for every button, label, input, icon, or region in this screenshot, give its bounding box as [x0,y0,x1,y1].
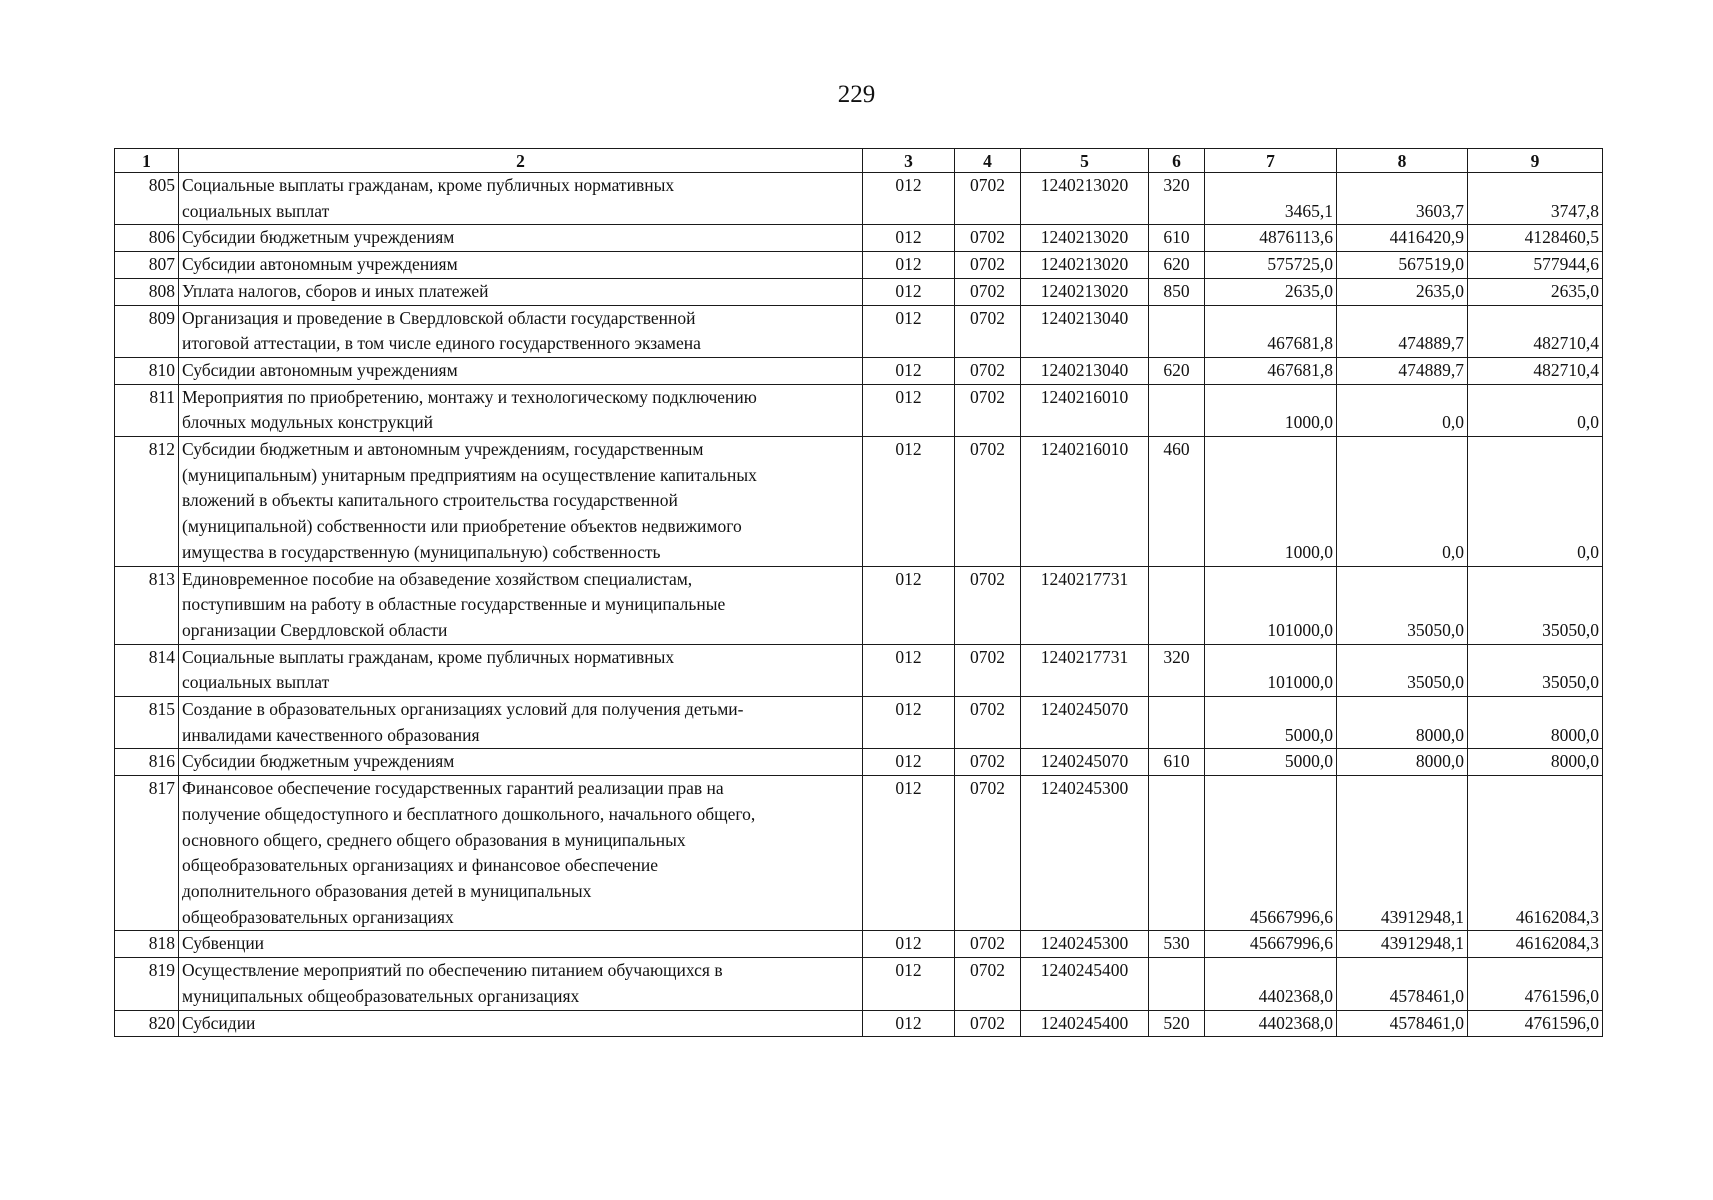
table-row [115,278,1603,305]
amount-year-2-cell: 8000,0 [1337,749,1468,776]
amount-year-2-cell: 567519,0 [1337,252,1468,279]
ministry-code-cell: 012 [863,644,955,696]
row-number-cell: 819 [115,958,179,1010]
table-row [115,566,1603,644]
table-row [115,437,1603,567]
target-item-code-cell: 1240213020 [1021,278,1149,305]
table-row [115,776,1603,931]
amount-year-1-cell: 45667996,6 [1205,931,1337,958]
section-code-cell: 0702 [955,566,1021,644]
section-code-cell: 0702 [955,173,1021,225]
row-number-cell: 813 [115,566,179,644]
amount-year-3-cell: 46162084,3 [1468,776,1603,931]
section-code-cell: 0702 [955,278,1021,305]
section-code-cell: 0702 [955,776,1021,931]
description-cell: Осуществление мероприятий по обеспечению питанием обучающихся в муниципальных общеобразовательных организациях [179,958,863,1010]
ministry-code-cell: 012 [863,384,955,436]
expense-type-code-cell: 620 [1149,252,1205,279]
expense-type-code-cell: 530 [1149,931,1205,958]
amount-year-2-cell: 3603,7 [1337,173,1468,225]
description-cell: Субвенции [179,931,863,958]
table-row [115,1010,1603,1037]
row-number-cell: 808 [115,278,179,305]
row-number-cell: 820 [115,1010,179,1037]
expense-type-code-cell [1149,305,1205,357]
row-number-cell: 812 [115,437,179,567]
expense-type-code-cell: 850 [1149,278,1205,305]
amount-year-2-cell: 2635,0 [1337,278,1468,305]
amount-year-1-cell: 1000,0 [1205,384,1337,436]
expense-type-code-cell: 320 [1149,173,1205,225]
expense-type-code-cell [1149,958,1205,1010]
row-number-cell: 815 [115,697,179,749]
amount-year-3-cell: 482710,4 [1468,305,1603,357]
description-cell: Социальные выплаты гражданам, кроме публичных нормативных социальных выплат [179,644,863,696]
ministry-code-cell: 012 [863,225,955,252]
expense-type-code-cell: 610 [1149,749,1205,776]
target-item-code-cell: 1240245400 [1021,1010,1149,1037]
header-cell-3: 3 [863,149,955,173]
expense-type-code-cell: 610 [1149,225,1205,252]
ministry-code-cell: 012 [863,278,955,305]
target-item-code-cell: 1240245400 [1021,958,1149,1010]
description-cell: Субсидии [179,1010,863,1037]
amount-year-3-cell: 4761596,0 [1468,958,1603,1010]
expense-type-code-cell [1149,566,1205,644]
ministry-code-cell: 012 [863,1010,955,1037]
target-item-code-cell: 1240216010 [1021,384,1149,436]
row-number-cell: 807 [115,252,179,279]
expense-type-code-cell: 620 [1149,357,1205,384]
amount-year-1-cell: 5000,0 [1205,749,1337,776]
section-code-cell: 0702 [955,357,1021,384]
amount-year-3-cell: 8000,0 [1468,697,1603,749]
table-row [115,931,1603,958]
target-item-code-cell: 1240245070 [1021,697,1149,749]
table-row [115,357,1603,384]
expense-type-code-cell: 320 [1149,644,1205,696]
expense-type-code-cell: 520 [1149,1010,1205,1037]
row-number-cell: 814 [115,644,179,696]
amount-year-1-cell: 467681,8 [1205,305,1337,357]
target-item-code-cell: 1240245070 [1021,749,1149,776]
ministry-code-cell: 012 [863,173,955,225]
budget-table [114,148,1603,1037]
ministry-code-cell: 012 [863,697,955,749]
amount-year-3-cell: 46162084,3 [1468,931,1603,958]
table-row [115,225,1603,252]
row-number-cell: 806 [115,225,179,252]
target-item-code-cell: 1240245300 [1021,776,1149,931]
header-cell-4: 4 [955,149,1021,173]
section-code-cell: 0702 [955,1010,1021,1037]
amount-year-3-cell: 2635,0 [1468,278,1603,305]
target-item-code-cell: 1240217731 [1021,566,1149,644]
amount-year-3-cell: 35050,0 [1468,566,1603,644]
section-code-cell: 0702 [955,931,1021,958]
description-cell: Единовременное пособие на обзаведение хозяйством специалистам, поступившим на работу в областные государственные и муниципальные организации Свердловской области [179,566,863,644]
table-row [115,749,1603,776]
amount-year-2-cell: 474889,7 [1337,357,1468,384]
target-item-code-cell: 1240213020 [1021,225,1149,252]
amount-year-1-cell: 2635,0 [1205,278,1337,305]
amount-year-2-cell: 4578461,0 [1337,958,1468,1010]
section-code-cell: 0702 [955,305,1021,357]
amount-year-2-cell: 4416420,9 [1337,225,1468,252]
table-row [115,958,1603,1010]
table-row [115,697,1603,749]
target-item-code-cell: 1240213040 [1021,357,1149,384]
amount-year-2-cell: 8000,0 [1337,697,1468,749]
ministry-code-cell: 012 [863,931,955,958]
description-cell: Мероприятия по приобретению, монтажу и технологическому подключению блочных модульных конструкций [179,384,863,436]
header-cell-1: 1 [115,149,179,173]
section-code-cell: 0702 [955,697,1021,749]
ministry-code-cell: 012 [863,958,955,1010]
description-cell: Финансовое обеспечение государственных гарантий реализации прав на получение общедоступного и бесплатного дошкольного, начального общего, основного общего, среднего общего образования в муниципальных общеобразовательных организациях и финансовое обеспечение дополнительного образования детей в муниципальных общеобразовательных организациях [179,776,863,931]
target-item-code-cell: 1240213020 [1021,173,1149,225]
amount-year-1-cell: 4402368,0 [1205,1010,1337,1037]
row-number-cell: 810 [115,357,179,384]
amount-year-3-cell: 0,0 [1468,437,1603,567]
table-row [115,173,1603,225]
amount-year-1-cell: 101000,0 [1205,644,1337,696]
amount-year-1-cell: 45667996,6 [1205,776,1337,931]
ministry-code-cell: 012 [863,305,955,357]
description-cell: Субсидии бюджетным учреждениям [179,749,863,776]
description-cell: Организация и проведение в Свердловской области государственной итоговой аттестации, в том числе единого государственного экзамена [179,305,863,357]
amount-year-3-cell: 3747,8 [1468,173,1603,225]
target-item-code-cell: 1240213040 [1021,305,1149,357]
header-cell-5: 5 [1021,149,1149,173]
amount-year-3-cell: 35050,0 [1468,644,1603,696]
description-cell: Субсидии бюджетным учреждениям [179,225,863,252]
table-row [115,644,1603,696]
row-number-cell: 818 [115,931,179,958]
ministry-code-cell: 012 [863,437,955,567]
section-code-cell: 0702 [955,644,1021,696]
amount-year-2-cell: 43912948,1 [1337,776,1468,931]
amount-year-3-cell: 577944,6 [1468,252,1603,279]
target-item-code-cell: 1240213020 [1021,252,1149,279]
amount-year-1-cell: 467681,8 [1205,357,1337,384]
amount-year-2-cell: 35050,0 [1337,644,1468,696]
amount-year-1-cell: 4402368,0 [1205,958,1337,1010]
header-cell-7: 7 [1205,149,1337,173]
amount-year-1-cell: 101000,0 [1205,566,1337,644]
header-cell-2: 2 [179,149,863,173]
table-row [115,252,1603,279]
amount-year-1-cell: 4876113,6 [1205,225,1337,252]
amount-year-1-cell: 5000,0 [1205,697,1337,749]
section-code-cell: 0702 [955,437,1021,567]
description-cell: Социальные выплаты гражданам, кроме публичных нормативных социальных выплат [179,173,863,225]
description-cell: Субсидии автономным учреждениям [179,252,863,279]
amount-year-3-cell: 0,0 [1468,384,1603,436]
expense-type-code-cell: 460 [1149,437,1205,567]
description-cell: Уплата налогов, сборов и иных платежей [179,278,863,305]
amount-year-2-cell: 474889,7 [1337,305,1468,357]
section-code-cell: 0702 [955,749,1021,776]
target-item-code-cell: 1240216010 [1021,437,1149,567]
expense-type-code-cell [1149,384,1205,436]
amount-year-2-cell: 43912948,1 [1337,931,1468,958]
ministry-code-cell: 012 [863,357,955,384]
amount-year-2-cell: 0,0 [1337,384,1468,436]
row-number-cell: 817 [115,776,179,931]
ministry-code-cell: 012 [863,566,955,644]
header-cell-8: 8 [1337,149,1468,173]
amount-year-3-cell: 4761596,0 [1468,1010,1603,1037]
expense-type-code-cell [1149,697,1205,749]
amount-year-1-cell: 1000,0 [1205,437,1337,567]
section-code-cell: 0702 [955,225,1021,252]
amount-year-3-cell: 4128460,5 [1468,225,1603,252]
header-cell-6: 6 [1149,149,1205,173]
row-number-cell: 809 [115,305,179,357]
ministry-code-cell: 012 [863,749,955,776]
table-body [115,173,1603,1037]
row-number-cell: 816 [115,749,179,776]
table-row [115,305,1603,357]
section-code-cell: 0702 [955,384,1021,436]
ministry-code-cell: 012 [863,776,955,931]
header-row [115,149,1603,173]
description-cell: Создание в образовательных организациях условий для получения детьми- инвалидами качественного образования [179,697,863,749]
amount-year-3-cell: 482710,4 [1468,357,1603,384]
amount-year-3-cell: 8000,0 [1468,749,1603,776]
description-cell: Субсидии бюджетным и автономным учреждениям, государственным (муниципальным) унитарным предприятиям на осуществление капитальных вложений в объекты капитального строительства государственной (муниципальной) собственности или приобретение объектов недвижимого имущества в государственную (муниципальную) собственность [179,437,863,567]
section-code-cell: 0702 [955,252,1021,279]
amount-year-1-cell: 3465,1 [1205,173,1337,225]
header-cell-9: 9 [1468,149,1603,173]
expense-type-code-cell [1149,776,1205,931]
amount-year-2-cell: 35050,0 [1337,566,1468,644]
amount-year-2-cell: 4578461,0 [1337,1010,1468,1037]
description-cell: Субсидии автономным учреждениям [179,357,863,384]
target-item-code-cell: 1240245300 [1021,931,1149,958]
table-row [115,384,1603,436]
section-code-cell: 0702 [955,958,1021,1010]
page-number: 229 [837,81,876,108]
row-number-cell: 805 [115,173,179,225]
amount-year-2-cell: 0,0 [1337,437,1468,567]
row-number-cell: 811 [115,384,179,436]
ministry-code-cell: 012 [863,252,955,279]
amount-year-1-cell: 575725,0 [1205,252,1337,279]
target-item-code-cell: 1240217731 [1021,644,1149,696]
